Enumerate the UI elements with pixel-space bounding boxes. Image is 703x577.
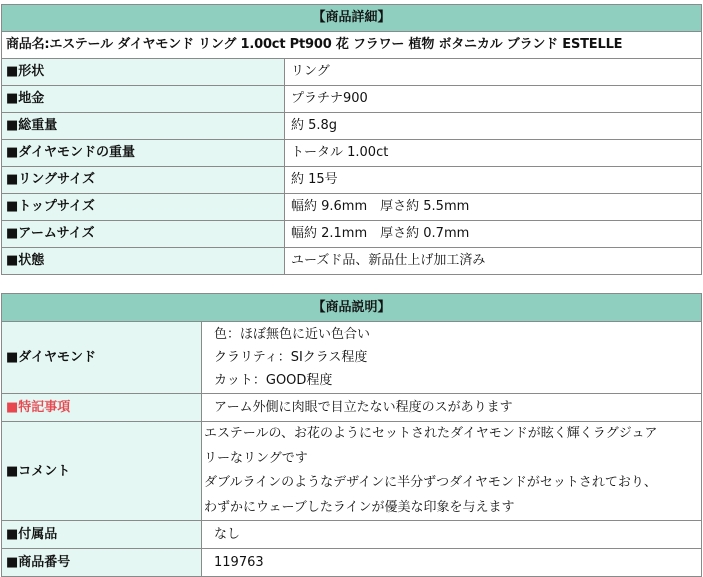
detail-value-arm-size: 幅約 2.1mm 厚さ約 0.7mm [285,221,702,248]
detail-value-top-size: 幅約 9.6mm 厚さ約 5.5mm [285,194,702,221]
product-detail-table [1,4,702,275]
description-row [2,422,702,521]
detail-label-top-size: ■トップサイズ [2,194,285,221]
comment-value [202,422,702,521]
detail-label-weight: ■総重量 [2,113,285,140]
detail-label-arm-size: ■アームサイズ [2,221,285,248]
detail-value-ring-size: 約 15号 [285,167,702,194]
detail-value-metal: プラチナ900 [285,86,702,113]
product-description-table [1,293,702,577]
detail-label-condition: ■状態 [2,248,285,275]
description-row [2,549,702,577]
accessories-label: ■付属品 [2,521,202,549]
detail-row [2,140,702,167]
detail-label-ring-size: ■リングサイズ [2,167,285,194]
detail-value-diamond-weight: トータル 1.00ct [285,140,702,167]
description-row [2,394,702,422]
detail-row [2,113,702,140]
detail-value-shape: リング [285,59,702,86]
description-row [2,322,702,394]
detail-header: 【商品詳細】 [2,5,702,32]
detail-label-metal: ■地金 [2,86,285,113]
detail-row [2,59,702,86]
diamond-label: ■ダイヤモンド [2,322,202,394]
detail-row [2,167,702,194]
diamond-value [202,322,702,394]
detail-row [2,86,702,113]
detail-label-shape: ■形状 [2,59,285,86]
detail-row [2,194,702,221]
comment-line: わずかにウェーブしたラインが優美な印象を与えます [204,499,515,515]
comment-label: ■コメント [2,422,202,521]
detail-value-condition: ユーズド品、新品仕上げ加工済み [285,248,702,275]
product-number-label: ■商品番号 [2,549,202,577]
detail-label-diamond-weight: ■ダイヤモンドの重量 [2,140,285,167]
comment-line: ダブルラインのようなデザインに半分ずつダイヤモンドがセットされており、 [204,475,657,490]
accessories-value: なし [202,521,702,549]
diamond-clarity-line: クラリティ：SIクラス程度 [214,350,368,365]
special-notes-value: アーム外側に肉眼で目立たない程度のスがあります [202,394,702,422]
diamond-cut-line: カット：GOOD程度 [214,373,333,388]
comment-line: リーなリングです [204,450,308,466]
detail-value-weight: 約 5.8g [285,113,702,140]
detail-row [2,221,702,248]
product-name: 商品名:エステール ダイヤモンド リング 1.00ct Pt900 花 フラワー 植物 ボタニカル ブランド ESTELLE [2,32,702,59]
special-notes-label: ■特記事項 [2,394,202,422]
comment-line: エステールの、お花のようにセットされたダイヤモンドが眩く輝くラグジュア [204,426,658,441]
description-header: 【商品説明】 [2,294,702,322]
diamond-color-line: 色：ほぼ無色に近い色合い [214,327,371,342]
detail-row [2,248,702,275]
product-number-value: 119763 [202,549,702,577]
description-row [2,521,702,549]
